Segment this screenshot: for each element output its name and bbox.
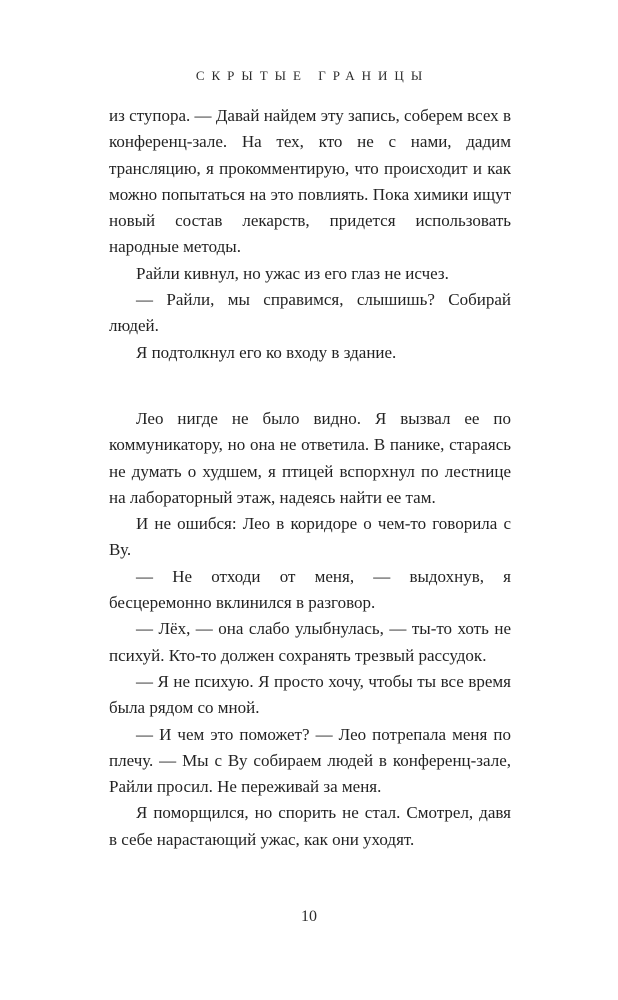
- paragraph: — И чем это поможет? — Лео потрепала меня по плечу. — Мы с Ву собираем людей в конференц-зале, Райли просил. Не переживай за меня.: [109, 724, 511, 797]
- paragraph: Я подтолкнул его ко входу в здание.: [136, 342, 397, 362]
- paragraph: Райли кивнул, но ужас из его глаз не исчез.: [136, 263, 449, 283]
- paragraph: — Райли, мы справимся, слышишь? Собирай людей.: [109, 290, 511, 336]
- body-text: [109, 103, 511, 853]
- paragraph: Я поморщился, но спорить не стал. Смотрел, давя в себе нарастающий ужас, как они уходят.: [109, 803, 511, 849]
- paragraph: Лео нигде не было видно. Я вызвал ее по коммуникатору, но она не ответила. В панике, стараясь не думать о худшем, я птицей вспорхнул по лестнице на лабораторный этаж, надеясь найти ее там.: [109, 408, 511, 507]
- page-number: 10: [301, 908, 317, 925]
- paragraph: — Я не психую. Я просто хочу, чтобы ты все время была рядом со мной.: [109, 671, 511, 718]
- running-header: СКРЫТЫЕ ГРАНИЦЫ: [195, 68, 430, 83]
- paragraph: — Лёх, — она слабо улыбнулась, — ты-то хоть не психуй. Кто-то должен сохранять трезвый рассудок.: [109, 619, 511, 665]
- paragraph: И не ошибся: Лео в коридоре о чем-то говорила с Ву.: [109, 514, 511, 560]
- paragraph: из ступора. — Давай найдем эту запись, соберем всех в конференц-зале. На тех, кто не с нами, дадим трансляцию, я прокомментирую, что происходит и как можно попытаться на это повлиять. Пока химики ищут новый состав лекарств, придется использовать народные методы.: [109, 106, 511, 257]
- paragraph: — Не отходи от меня, — выдохнув, я бесцеремонно вклинился в разговор.: [109, 566, 511, 613]
